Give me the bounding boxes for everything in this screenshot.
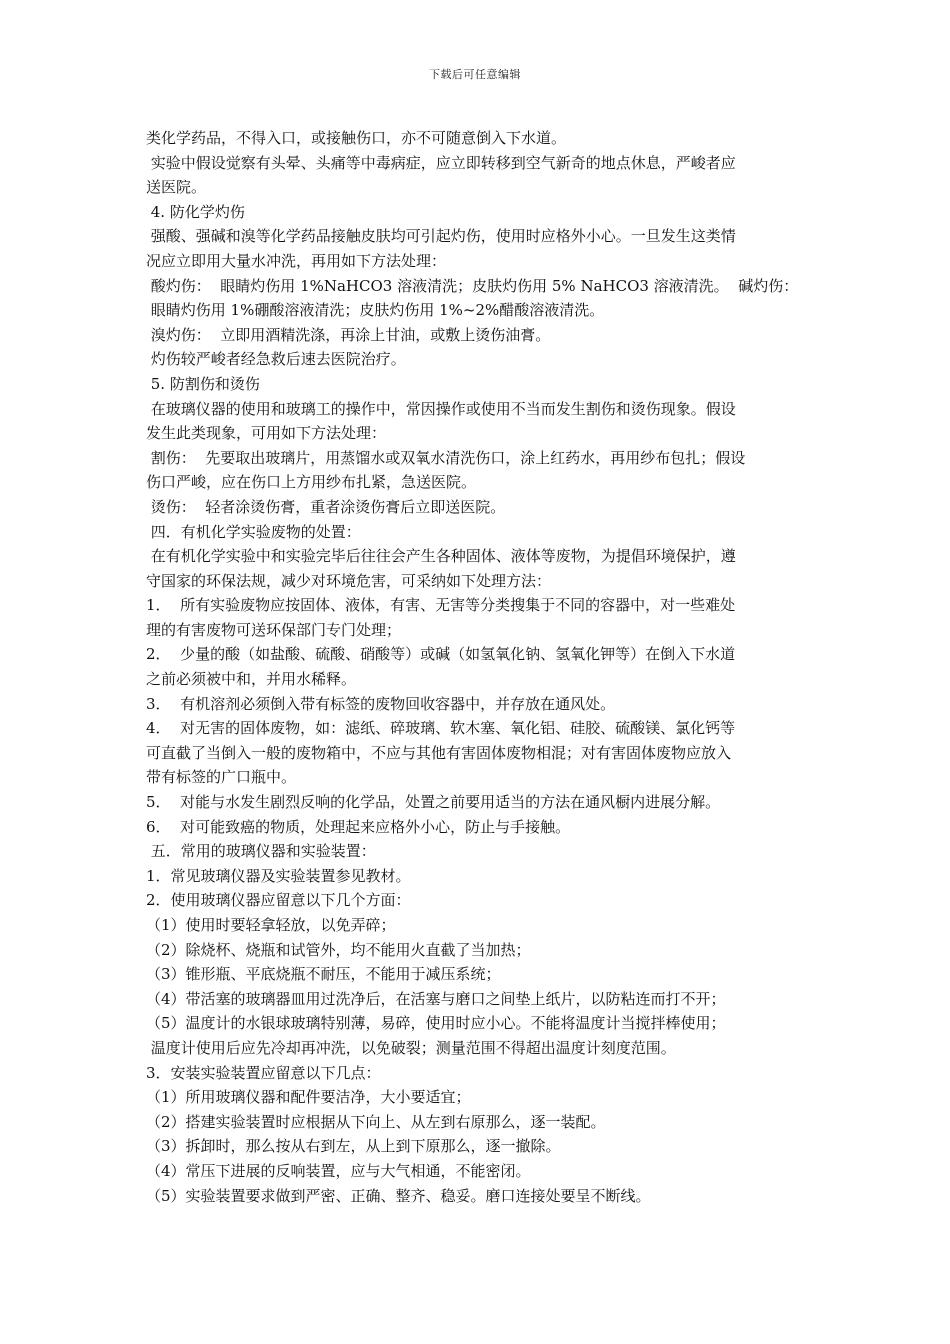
- text-line: 割伤： 先要取出玻璃片，用蒸馏水或双氧水清洗伤口，涂上红药水，再用纱布包扎；假设: [146, 448, 746, 467]
- text-line: 烫伤： 轻者涂烫伤膏，重者涂烫伤膏后立即送医院。: [146, 497, 506, 516]
- section-heading: 五．常用的玻璃仪器和实验装置：: [146, 842, 376, 861]
- section-heading: 四．有机化学实验废物的处置：: [146, 522, 361, 541]
- text-line: 眼睛灼伤用 1%硼酸溶液清洗；皮肤灼伤用 1%~2%醋酸溶液清洗。: [146, 301, 605, 320]
- list-item: 2．使用玻璃仪器应留意以下几个方面：: [146, 891, 411, 910]
- list-item: 6． 对可能致癌的物质，处理起来应格外小心，防止与手接触。: [146, 817, 571, 836]
- text-line: 灼伤较严峻者经急救后速去医院治疗。: [146, 350, 406, 369]
- text-line: 溴灼伤： 立即用酒精洗涤，再涂上甘油，或敷上烫伤油膏。: [146, 325, 551, 344]
- text-line: 伤口严峻，应在伤口上方用纱布扎紧，急送医院。: [146, 473, 477, 492]
- list-item: 1． 所有实验废物应按固体、液体，有害、无害等分类搜集于不同的容器中，对一些难处: [146, 596, 736, 615]
- text-line: 之前必须被中和，并用水稀释。: [146, 670, 357, 689]
- section-heading: 5. 防割伤和烫伤: [146, 374, 260, 393]
- page-header: 下载后可任意编辑: [429, 68, 521, 81]
- list-item: （5）实验装置要求做到严密、正确、整齐、稳妥。磨口连接处要呈不断线。: [146, 1186, 651, 1205]
- list-item: （4）带活塞的玻璃器皿用过洗净后，在活塞与磨口之间垫上纸片，以防粘连而打不开；: [146, 989, 726, 1008]
- list-item: （2）搭建实验装置时应根据从下向上、从左到右原那么，逐一装配。: [146, 1112, 606, 1131]
- text-line: 守国家的环保法规，减少对环境危害，可采纳如下处理方法：: [146, 571, 552, 590]
- text-line: 在有机化学实验中和实验完毕后往往会产生各种固体、液体等废物，为提倡环境保护，遵: [146, 547, 736, 566]
- text-line: 可直截了当倒入一般的废物箱中，不应与其他有害固体废物相混；对有害固体废物应放入: [146, 743, 732, 762]
- list-item: （1）使用时要轻拿轻放，以免弄碎；: [146, 916, 396, 934]
- document-body: [146, 126, 818, 1208]
- list-item: 5． 对能与水发生剧烈反响的化学品，处置之前要用适当的方法在通风橱内进展分解。: [146, 793, 721, 812]
- text-line: 实验中假设觉察有头晕、头痛等中毒病症，应立即转移到空气新奇的地点休息，严峻者应: [146, 153, 736, 172]
- text-line: 类化学药品，不得入口，或接触伤口，亦不可随意倒入下水道。: [146, 129, 567, 147]
- list-item: 1．常见玻璃仪器及实验装置参见教材。: [146, 866, 411, 885]
- section-heading: 4. 防化学灼伤: [146, 202, 245, 221]
- text-line: 在玻璃仪器的使用和玻璃工的操作中，常因操作或使用不当而发生割伤和烫伤现象。假设: [146, 399, 736, 418]
- list-item: （1）所用玻璃仪器和配件要洁净，大小要适宜；: [146, 1088, 471, 1107]
- list-item: （2）除烧杯、烧瓶和试管外，均不能用火直截了当加热；: [146, 940, 531, 959]
- list-item: 3．安装实验装置应留意以下几点：: [146, 1063, 381, 1082]
- text-line: 发生此类现象，可用如下方法处理：: [146, 424, 387, 443]
- list-item: （3）锥形瓶、平底烧瓶不耐压，不能用于减压系统；: [146, 965, 501, 984]
- list-item: 4． 对无害的固体废物，如：滤纸、碎玻璃、软木塞、氧化铝、硅胶、硫酸镁、氯化钙等: [146, 719, 736, 738]
- list-item: （5）温度计的水银球玻璃特别薄，易碎，使用时应小心。不能将温度计当搅拌棒使用；: [146, 1014, 726, 1033]
- text-line: 酸灼伤： 眼睛灼伤用 1%NaHCO3 溶液清洗；皮肤灼伤用 5% NaHCO3 溶液清洗。 碱灼伤：: [146, 276, 799, 295]
- list-item: （3）拆卸时，那么按从右到左，从上到下原那么，逐一撤除。: [146, 1137, 561, 1156]
- text-line: 况应立即用大量水冲洗，再用如下方法处理：: [146, 251, 447, 270]
- list-item: （4）常压下进展的反响装置，应与大气相通，不能密闭。: [146, 1161, 531, 1180]
- list-item: 3． 有机溶剂必须倒入带有标签的废物回收容器中，并存放在通风处。: [146, 694, 616, 713]
- text-line: 温度计使用后应先冷却再冲洗，以免破裂；测量范围不得超出温度计刻度范围。: [146, 1038, 676, 1057]
- text-line: 理的有害废物可送环保部门专门处理；: [146, 620, 402, 639]
- list-item: 2． 少量的酸（如盐酸、硫酸、硝酸等）或碱（如氢氧化钠、氢氧化钾等）在倒入下水道: [146, 645, 736, 664]
- text-line: 送医院。: [146, 178, 207, 197]
- text-line: 强酸、强碱和溴等化学药品接触皮肤均可引起灼伤，使用时应格外小心。一旦发生这类情: [146, 227, 736, 246]
- text-line: 带有标签的广口瓶中。: [146, 768, 297, 787]
